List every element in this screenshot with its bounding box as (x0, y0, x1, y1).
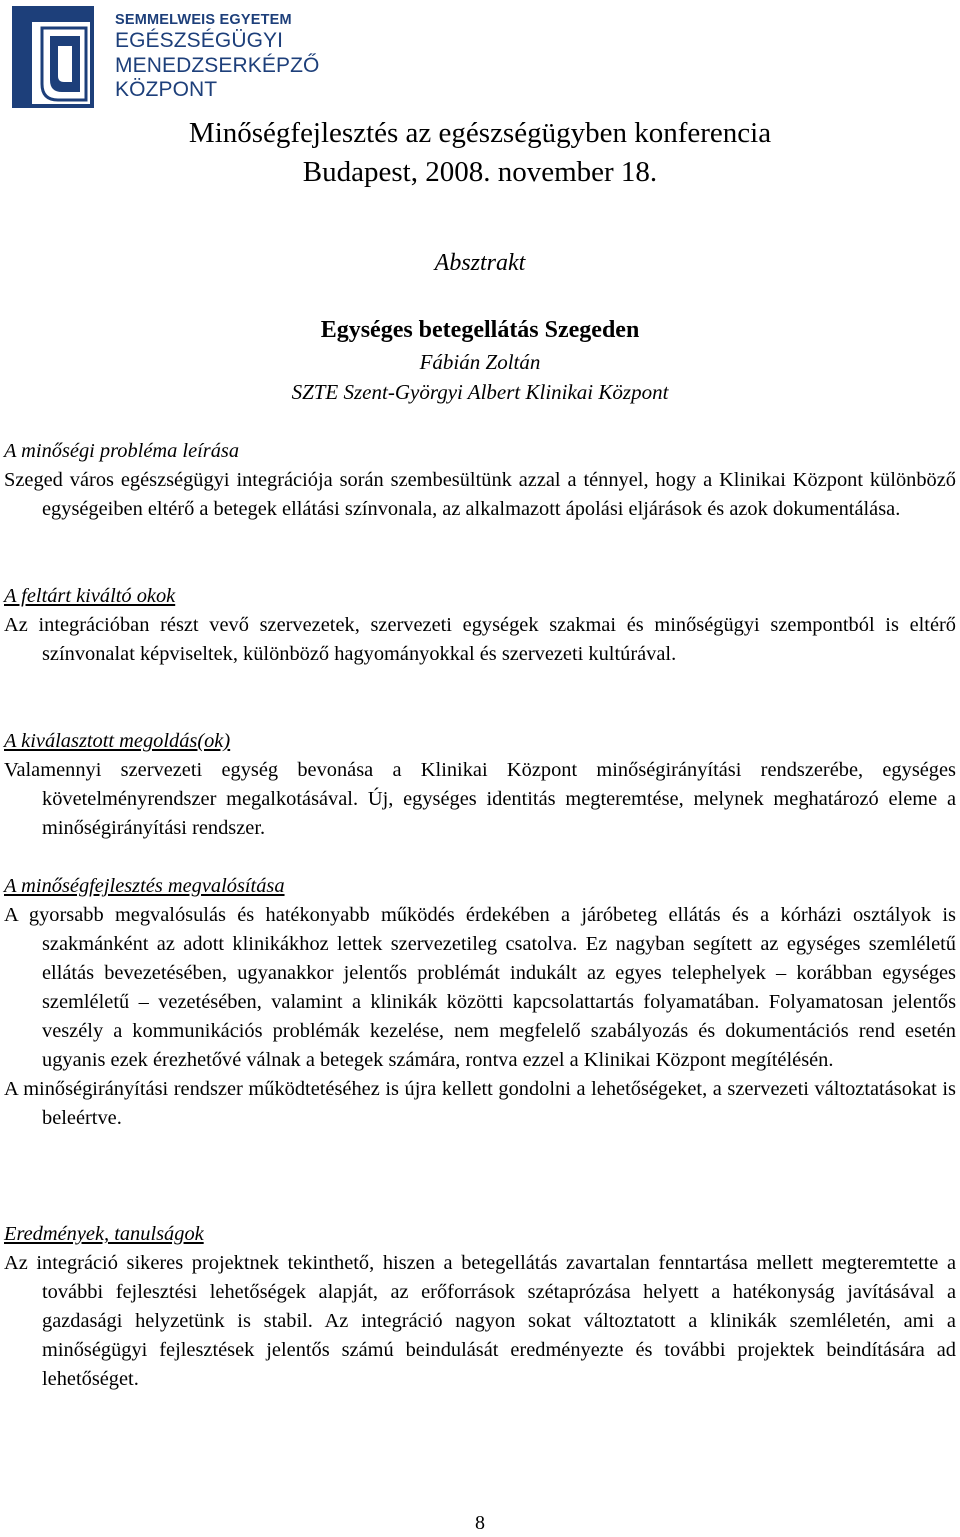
logo-line-3: MENEDZSERKÉPZŐ (115, 53, 320, 77)
section-heading: A kiválasztott megoldás(ok) (4, 730, 231, 752)
section-text: A gyorsabb megvalósulás és hatékonyabb működés érdekében a járóbeteg ellátás és a kórházi osztályok is szakmánként az adott klinikákhoz lettek szervezetileg csatolva. Ez nagyban segített az egységes szemléletű ellátás bevezetésében, ugyanakkor jelentős problémát indukált az egyes telephelyek – korábban egységes szemléletű – vezetésében, valamint a klinikák közötti kapcsolattartás folyamatában. Folyamatosan jelentős veszély a kommunikációs problémák kezelése, nem megfelelő szabályozás és dokumentációs rend esetén ugyanis ezek érezhetővé válnak a betegek számára, rontva ezzel a Klinikai Központ megítélésén. (4, 904, 956, 1071)
author-name: Fábián Zoltán (419, 350, 541, 374)
institution-logo (12, 6, 320, 110)
section-causes (4, 582, 956, 669)
section-results (4, 1220, 956, 1394)
section-text: Az integrációban részt vevő szervezetek, szervezeti egységek szakmai és minőségügyi szempontból is eltérő színvonalat képviseltek, különböző hagyományokkal és szervezeti kultúrával. (4, 614, 956, 665)
section-implementation (4, 872, 956, 1133)
section-problem (4, 437, 956, 524)
conference-date: Budapest, 2008. november 18. (302, 156, 658, 188)
section-heading: Eredmények, tanulságok (4, 1223, 204, 1245)
logo-line-4: KÖZPONT (115, 78, 218, 101)
section-text-continued: A minőségirányítási rendszer működtetéséhez is újra kellett gondolni a lehetőségeket, a szervezeti változtatásokat is beleértve. (4, 1078, 956, 1129)
conference-title: Minőségfejlesztés az egészségügyben konferencia (188, 117, 772, 149)
section-text: Az integráció sikeres projektnek tekinthető, hiszen a betegellátás zavartalan fenntartása mellett megteremtette a további fejlesztési lehetőségek alapját, az erőforrások szétaprózása helyett a hatékonyság javításával a gazdasági helyzetünk is stabil. Az integráció nagyon sokat változtatott a klinikák szemléletén, ami a minőségügyi fejlesztések jelentős számú beindulását eredményezte és további projektek beindítására ad lehetőséget. (4, 1252, 956, 1390)
section-heading: A minőségi probléma leírása (4, 440, 240, 462)
section-heading: A feltárt kiváltó okok (4, 585, 176, 607)
abstract-label: Absztrakt (434, 250, 526, 276)
section-heading: A minőségfejlesztés megvalósítása (4, 875, 285, 897)
section-text: Szeged város egészségügyi integrációja során szembesültünk azzal a ténnyel, hogy a Klinikai Központ különböző egységeiben eltérő a betegek ellátási színvonala, az alkalmazott ápolási eljárások és azok dokumentálása. (4, 469, 956, 520)
logo-line-2: EGÉSZSÉGÜGYI (115, 29, 284, 52)
section-text: Valamennyi szervezeti egység bevonása a Klinikai Központ minőségirányítási rendszerébe, egységes követelményrendszer megalkotásával. Új, egységes identitás megteremtése, melynek meghatározó eleme a minőségirányítási rendszer. (4, 759, 956, 839)
page-number: 8 (475, 1512, 485, 1534)
logo-university-name: SEMMELWEIS EGYETEM (115, 12, 292, 28)
logo-emblem-icon (12, 6, 94, 108)
author-affiliation: SZTE Szent-Györgyi Albert Klinikai Központ (291, 380, 669, 404)
section-solution (4, 727, 956, 843)
abstract-title: Egységes betegellátás Szegeden (320, 317, 640, 343)
